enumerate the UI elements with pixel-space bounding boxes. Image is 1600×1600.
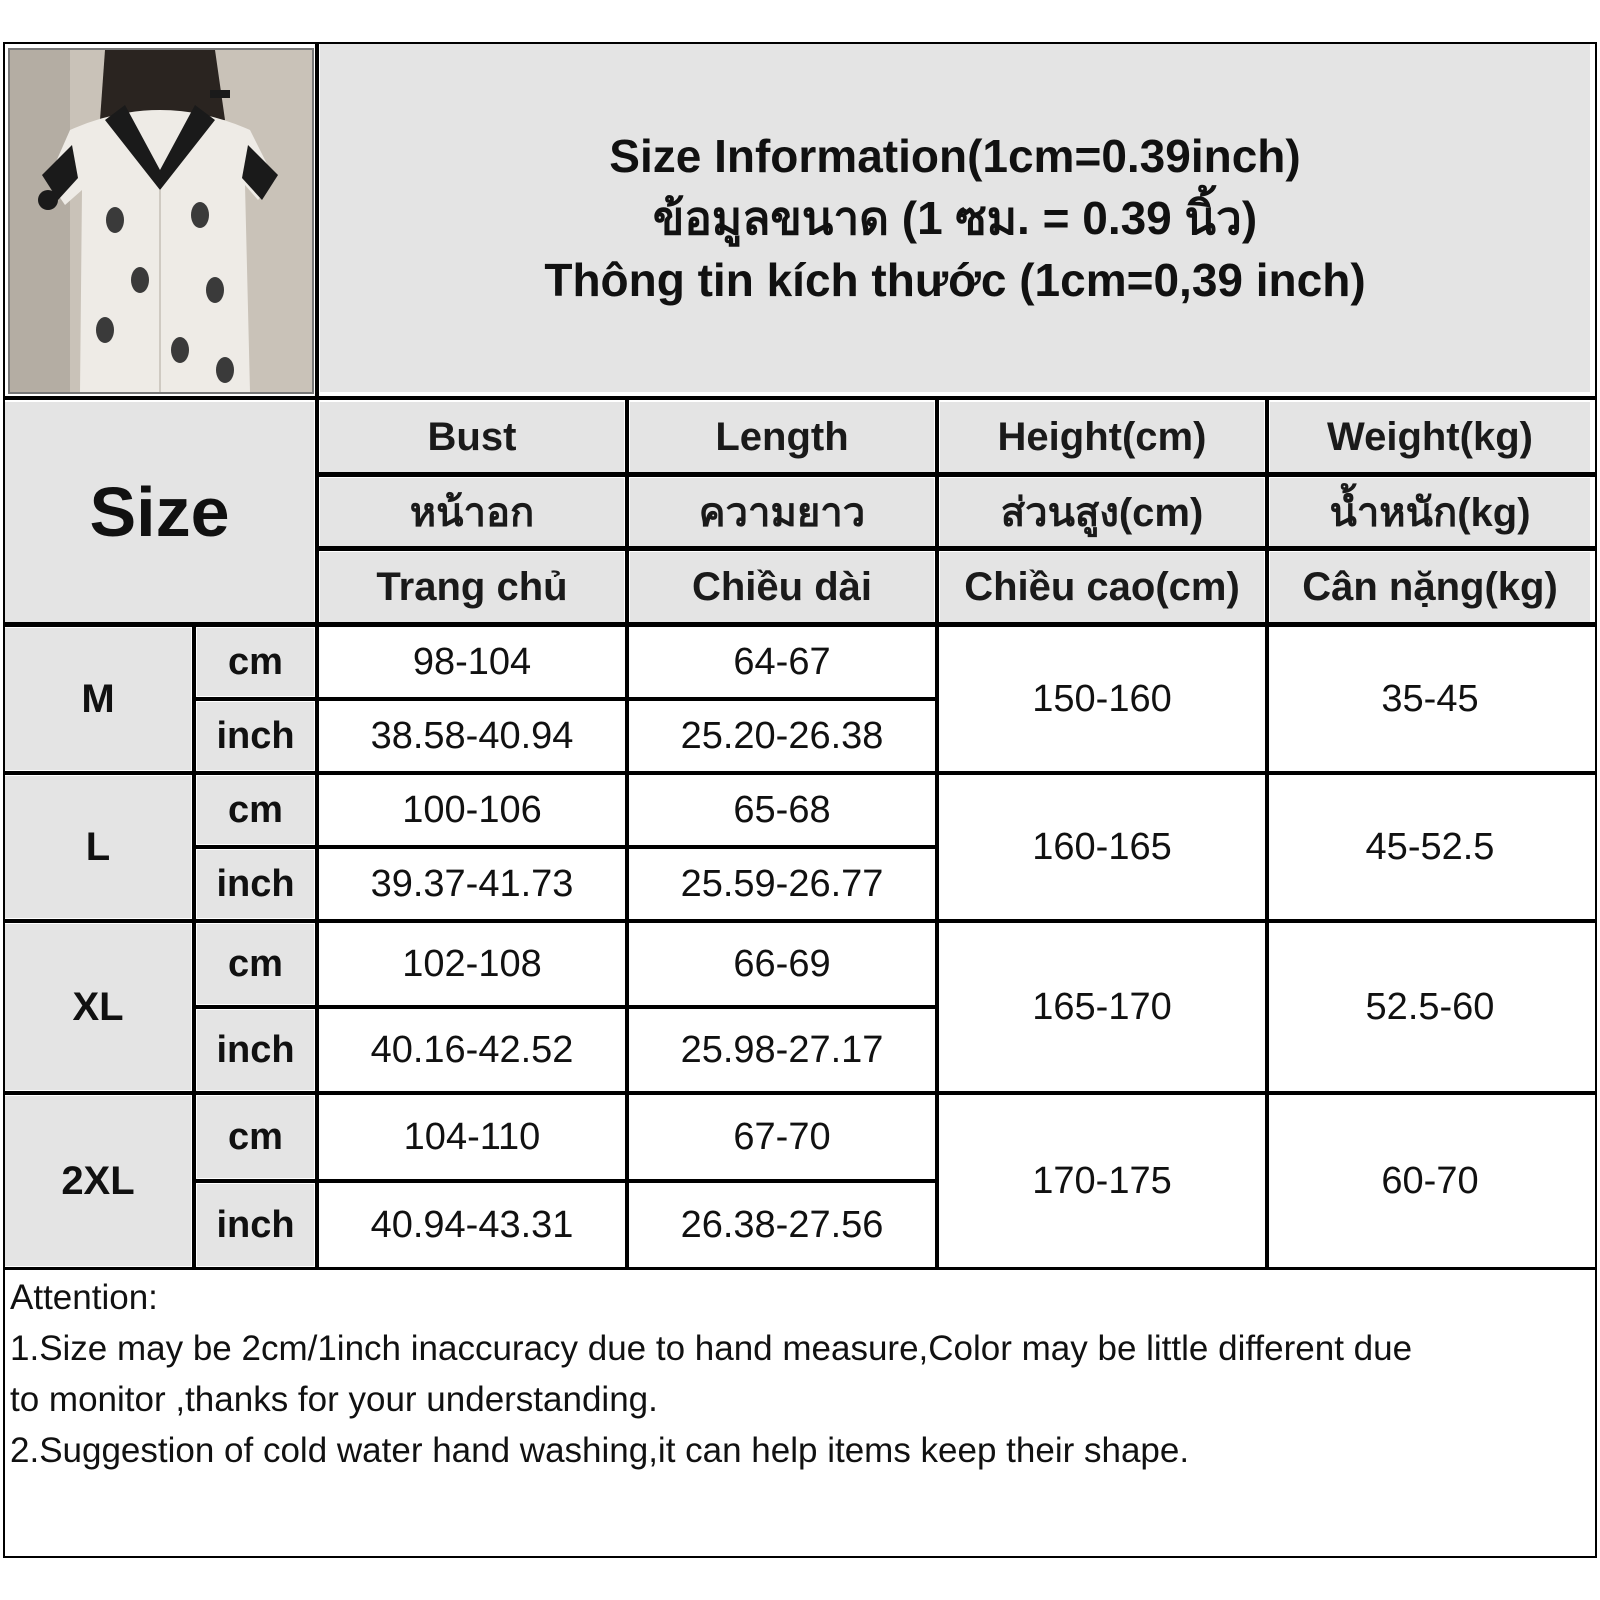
weight-2xl <box>1270 1096 1590 1266</box>
value: 98-104 <box>412 640 532 683</box>
divider <box>317 472 1595 477</box>
unit-label: inch <box>216 1028 295 1071</box>
value: 66-69 <box>733 942 831 985</box>
size-header-label: Size <box>89 473 230 551</box>
divider <box>625 398 629 1268</box>
unit-inch <box>197 850 314 918</box>
unit-label: cm <box>228 640 283 683</box>
header-height-en <box>940 402 1264 472</box>
length-inch-xl <box>630 1010 934 1090</box>
value: 38.58-40.94 <box>370 714 574 757</box>
length-inch-l <box>630 850 934 918</box>
size-info-title <box>320 44 1590 392</box>
header-text: Cân nặng(kg) <box>1302 564 1558 609</box>
unit-label: inch <box>216 1203 295 1246</box>
divider <box>192 697 936 701</box>
notes-line-2: to monitor ,thanks for your understanding. <box>10 1380 658 1419</box>
unit-label: cm <box>228 788 283 831</box>
value: 67-70 <box>733 1115 831 1158</box>
header-text: ความยาว <box>698 491 866 535</box>
notes-line-3: 2.Suggestion of cold water hand washing,it can help items keep their shape. <box>10 1431 1190 1470</box>
bust-cm-m <box>320 628 624 696</box>
divider <box>192 624 196 1268</box>
bust-inch-m <box>320 702 624 770</box>
bust-cm-2xl <box>320 1096 624 1178</box>
header-weight-th <box>1270 478 1590 546</box>
bust-inch-l <box>320 850 624 918</box>
header-text: น้ำหนัก(kg) <box>1329 491 1531 535</box>
unit-label: cm <box>228 1115 283 1158</box>
weight-m <box>1270 628 1590 770</box>
divider <box>1265 398 1269 1268</box>
value: 25.20-26.38 <box>680 714 884 757</box>
unit-cm <box>197 924 314 1004</box>
size-label: L <box>85 824 111 869</box>
value: 26.38-27.56 <box>680 1203 884 1246</box>
value: 39.37-41.73 <box>370 862 574 905</box>
value: 104-110 <box>403 1115 541 1158</box>
header-length-th <box>630 478 934 546</box>
header-text: Chiều cao(cm) <box>964 564 1240 609</box>
unit-cm <box>197 628 314 696</box>
unit-label: cm <box>228 942 283 985</box>
length-cm-2xl <box>630 1096 934 1178</box>
height-2xl <box>940 1096 1264 1266</box>
header-text: Weight(kg) <box>1327 414 1533 459</box>
divider <box>3 1091 1597 1095</box>
divider <box>3 1267 1597 1270</box>
value: 40.94-43.31 <box>370 1203 574 1246</box>
divider <box>3 919 1597 923</box>
header-bust-th <box>320 478 624 546</box>
header-weight-en <box>1270 402 1590 472</box>
size-label: XL <box>72 984 124 1029</box>
divider <box>3 771 1597 775</box>
value: 102-108 <box>402 942 542 985</box>
unit-inch <box>197 1010 314 1090</box>
attention-notes <box>10 1272 1590 1476</box>
notes-heading: Attention: <box>10 1278 158 1317</box>
weight-l <box>1270 776 1590 918</box>
size-cell-2xl <box>5 1096 191 1266</box>
weight-xl <box>1270 924 1590 1090</box>
header-text: Length <box>715 414 849 459</box>
bust-cm-l <box>320 776 624 844</box>
value: 52.5-60 <box>1365 985 1495 1028</box>
header-weight-vi <box>1270 552 1590 622</box>
divider <box>3 622 1597 627</box>
size-cell-m <box>5 628 191 770</box>
value: 25.98-27.17 <box>680 1028 884 1071</box>
value: 65-68 <box>733 788 831 831</box>
value: 40.16-42.52 <box>370 1028 574 1071</box>
size-cell-l <box>5 776 191 918</box>
height-m <box>940 628 1264 770</box>
divider <box>315 44 319 1268</box>
header-text: Trang chủ <box>376 564 568 609</box>
value: 64-67 <box>733 640 831 683</box>
length-cm-m <box>630 628 934 696</box>
title-vietnamese: Thông tin kích thước (1cm=0,39 inch) <box>544 254 1366 306</box>
title-english: Size Information(1cm=0.39inch) <box>609 130 1301 182</box>
unit-label: inch <box>216 862 295 905</box>
value: 165-170 <box>1032 985 1172 1028</box>
size-label: M <box>81 676 115 721</box>
length-cm-l <box>630 776 934 844</box>
length-inch-2xl <box>630 1184 934 1266</box>
header-text: Height(cm) <box>997 414 1207 459</box>
unit-cm <box>197 776 314 844</box>
product-photo <box>8 48 314 394</box>
value: 35-45 <box>1381 677 1479 720</box>
bust-inch-xl <box>320 1010 624 1090</box>
header-length-en <box>630 402 934 472</box>
value: 45-52.5 <box>1365 825 1495 868</box>
height-xl <box>940 924 1264 1090</box>
bust-inch-2xl <box>320 1184 624 1266</box>
header-length-vi <box>630 552 934 622</box>
value: 60-70 <box>1381 1159 1479 1202</box>
header-height-th <box>940 478 1264 546</box>
unit-inch <box>197 1184 314 1266</box>
divider <box>192 845 936 849</box>
unit-inch <box>197 702 314 770</box>
header-text: ส่วนสูง(cm) <box>1000 491 1204 535</box>
unit-cm <box>197 1096 314 1178</box>
length-inch-m <box>630 702 934 770</box>
header-bust-vi <box>320 552 624 622</box>
notes-line-1: 1.Size may be 2cm/1inch inaccuracy due to hand measure,Color may be little different due <box>10 1329 1413 1368</box>
title-thai: ข้อมูลขนาด (1 ซม. = 0.39 นิ้ว) <box>652 192 1258 244</box>
size-label: 2XL <box>61 1158 135 1203</box>
size-cell-xl <box>5 924 191 1090</box>
value: 25.59-26.77 <box>680 862 884 905</box>
size-header <box>5 402 314 622</box>
length-cm-xl <box>630 924 934 1004</box>
divider <box>192 1179 936 1183</box>
divider <box>317 546 1595 551</box>
value: 150-160 <box>1032 677 1172 720</box>
header-text: หน้าอก <box>409 491 535 535</box>
header-text: Chiều dài <box>691 564 873 609</box>
bust-cm-xl <box>320 924 624 1004</box>
header-height-vi <box>940 552 1264 622</box>
divider <box>935 398 939 1268</box>
value: 170-175 <box>1032 1159 1172 1202</box>
value: 160-165 <box>1032 825 1172 868</box>
unit-label: inch <box>216 714 295 757</box>
header-bust-en <box>320 402 624 472</box>
divider <box>3 396 1597 400</box>
header-text: Bust <box>427 414 517 459</box>
divider <box>192 1005 936 1009</box>
height-l <box>940 776 1264 918</box>
value: 100-106 <box>402 788 542 831</box>
